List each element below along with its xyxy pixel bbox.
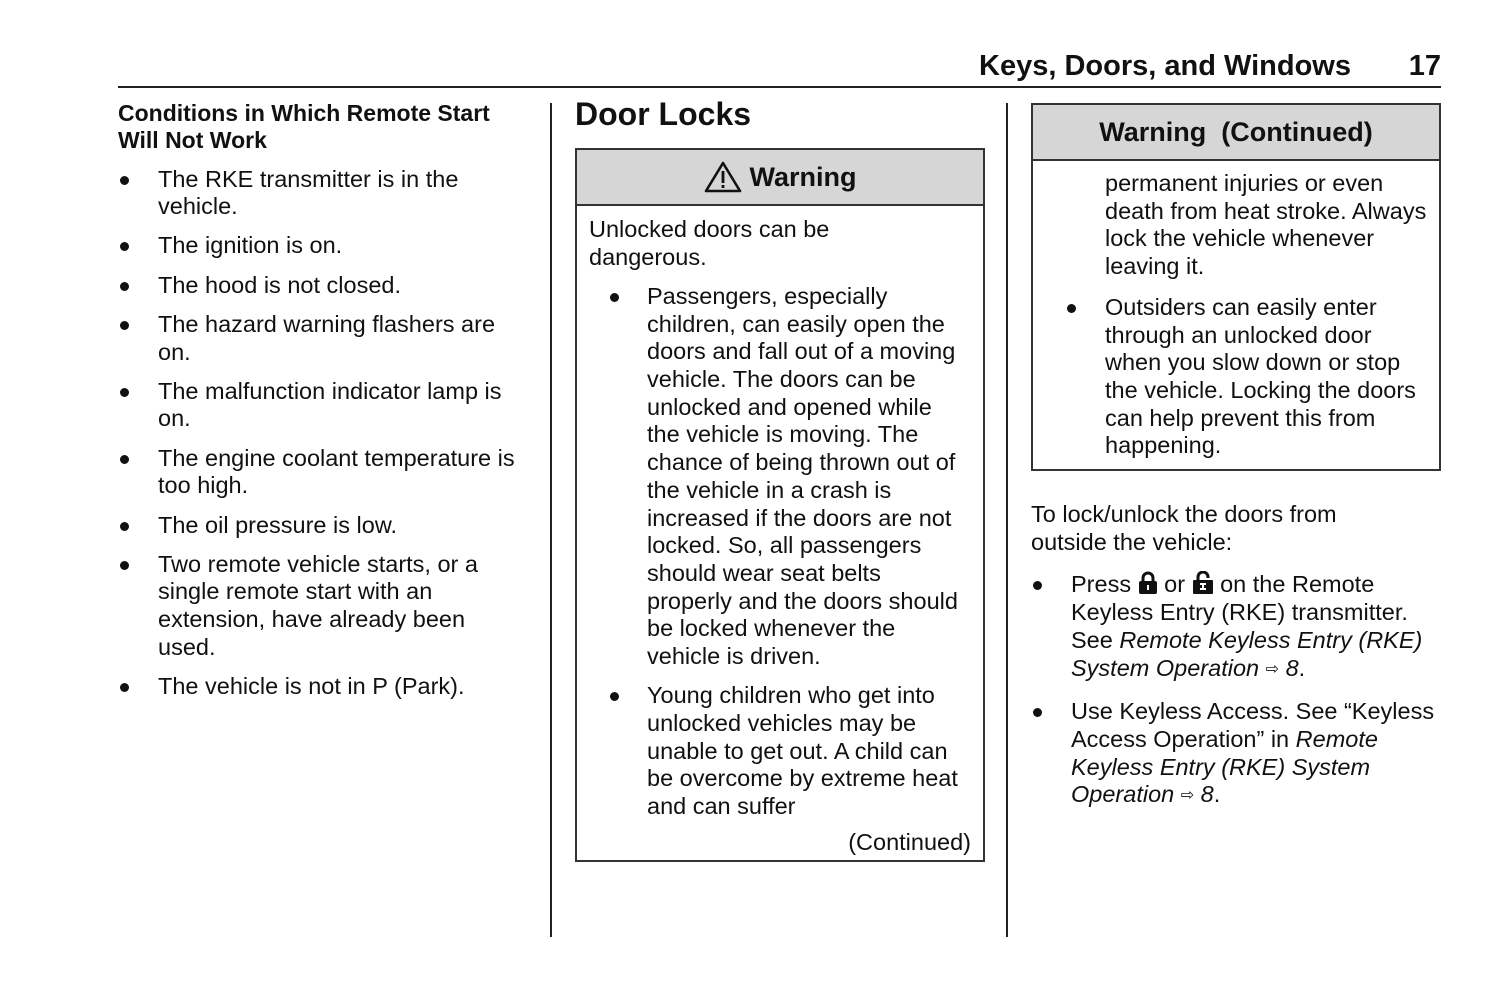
cross-reference[interactable]: Remote Keyless Entry (RKE) System Operation <box>1071 725 1378 808</box>
list-item: The ignition is on. <box>118 232 528 260</box>
list-item: The engine coolant temperature is too high. <box>118 445 528 500</box>
continued-label: (Continued) <box>848 828 971 855</box>
bullet-icon <box>120 242 129 251</box>
warning-continued-body <box>1033 161 1439 469</box>
continuation-text: permanent injuries or even death from heat stroke. Always lock the vehicle whenever leaving it. <box>1105 170 1427 280</box>
column-divider <box>1006 103 1008 937</box>
column-divider <box>550 103 552 937</box>
bullet-icon <box>1033 581 1042 590</box>
warning-body <box>577 206 983 860</box>
chapter-title: Keys, Doors, and Windows <box>979 50 1351 82</box>
list-item: Two remote vehicle starts, or a single remote start with an extension, have already been used. <box>118 551 528 662</box>
list-item: Use Keyless Access. See “Keyless Access Operation” in Remote Keyless Entry (RKE) System Operation ⇨ 8. <box>1031 698 1441 810</box>
unlock-icon <box>1192 571 1214 595</box>
page-number: 17 <box>1408 50 1441 82</box>
bullet-icon <box>1067 304 1076 313</box>
warning-continued-label: Warning (Continued) <box>1099 116 1373 147</box>
conditions-list <box>118 166 528 701</box>
warning-continued-list <box>1045 294 1427 460</box>
list-item: Outsiders can easily enter through an unlocked door when you slow down or stop the vehicle. Locking the doors can help prevent this from happening. <box>1045 294 1427 460</box>
bullet-icon <box>610 293 619 302</box>
lock-icon <box>1138 571 1158 595</box>
page-ref-arrow-icon: ⇨ <box>1180 787 1195 805</box>
lock-instructions-list <box>1031 571 1441 810</box>
bullet-icon <box>120 561 129 570</box>
subheading: Conditions in Which Remote Start Will Not Work <box>118 100 490 153</box>
page-header <box>118 46 1441 88</box>
bullet-icon <box>120 176 129 185</box>
list-item: The hood is not closed. <box>118 272 528 300</box>
list-item: Young children who get into unlocked vehicles may be unable to get out. A child can be overcome by extreme heat and can suffer <box>589 682 971 821</box>
warning-continued-header <box>1033 105 1439 161</box>
warning-list <box>589 283 971 821</box>
bullet-icon <box>120 522 129 531</box>
page-reference[interactable]: 8 <box>1200 781 1214 808</box>
bullet-icon <box>1033 708 1042 717</box>
section-title: Door Locks <box>575 96 752 132</box>
warning-header <box>577 150 983 206</box>
bullet-icon <box>120 388 129 397</box>
list-item: The oil pressure is low. <box>118 512 528 540</box>
warning-label: Warning <box>749 161 857 192</box>
column-3 <box>1031 103 1441 810</box>
list-item: The malfunction indicator lamp is on. <box>118 378 528 433</box>
list-item: The hazard warning flashers are on. <box>118 311 528 366</box>
bullet-icon <box>120 321 129 330</box>
column-2 <box>575 97 985 862</box>
column-1 <box>118 100 528 701</box>
list-item: Passengers, especially children, can easily open the doors and fall out of a moving vehicle. The doors can be unlocked and opened while the vehicle is moving. The chance of being thrown out of the vehicle in a crash is increased if the doors are not locked. So, all passengers should wear seat belts properly and the doors should be locked whenever the vehicle is driven. <box>589 283 971 671</box>
bullet-icon <box>120 282 129 291</box>
list-item: The vehicle is not in P (Park). <box>118 673 528 701</box>
cross-reference[interactable]: Remote Keyless Entry (RKE) System Operation <box>1071 626 1423 681</box>
page-reference[interactable]: 8 <box>1285 654 1299 681</box>
list-item: The RKE transmitter is in the vehicle. <box>118 166 528 221</box>
warning-intro: Unlocked doors can be dangerous. <box>589 216 830 270</box>
page-ref-arrow-icon: ⇨ <box>1265 660 1280 678</box>
warning-triangle-icon <box>704 161 742 193</box>
list-item: Press or on the Remote Keyless Entry (RKE) transmitter. See Remote Keyless Entry (RKE) System Operation ⇨ 8. <box>1031 571 1441 683</box>
bullet-icon <box>120 683 129 692</box>
lock-unlock-intro: To lock/unlock the doors from outside the vehicle: <box>1031 501 1337 555</box>
warning-box <box>575 148 985 862</box>
bullet-icon <box>610 692 619 701</box>
bullet-icon <box>120 455 129 464</box>
warning-continued-box <box>1031 103 1441 471</box>
